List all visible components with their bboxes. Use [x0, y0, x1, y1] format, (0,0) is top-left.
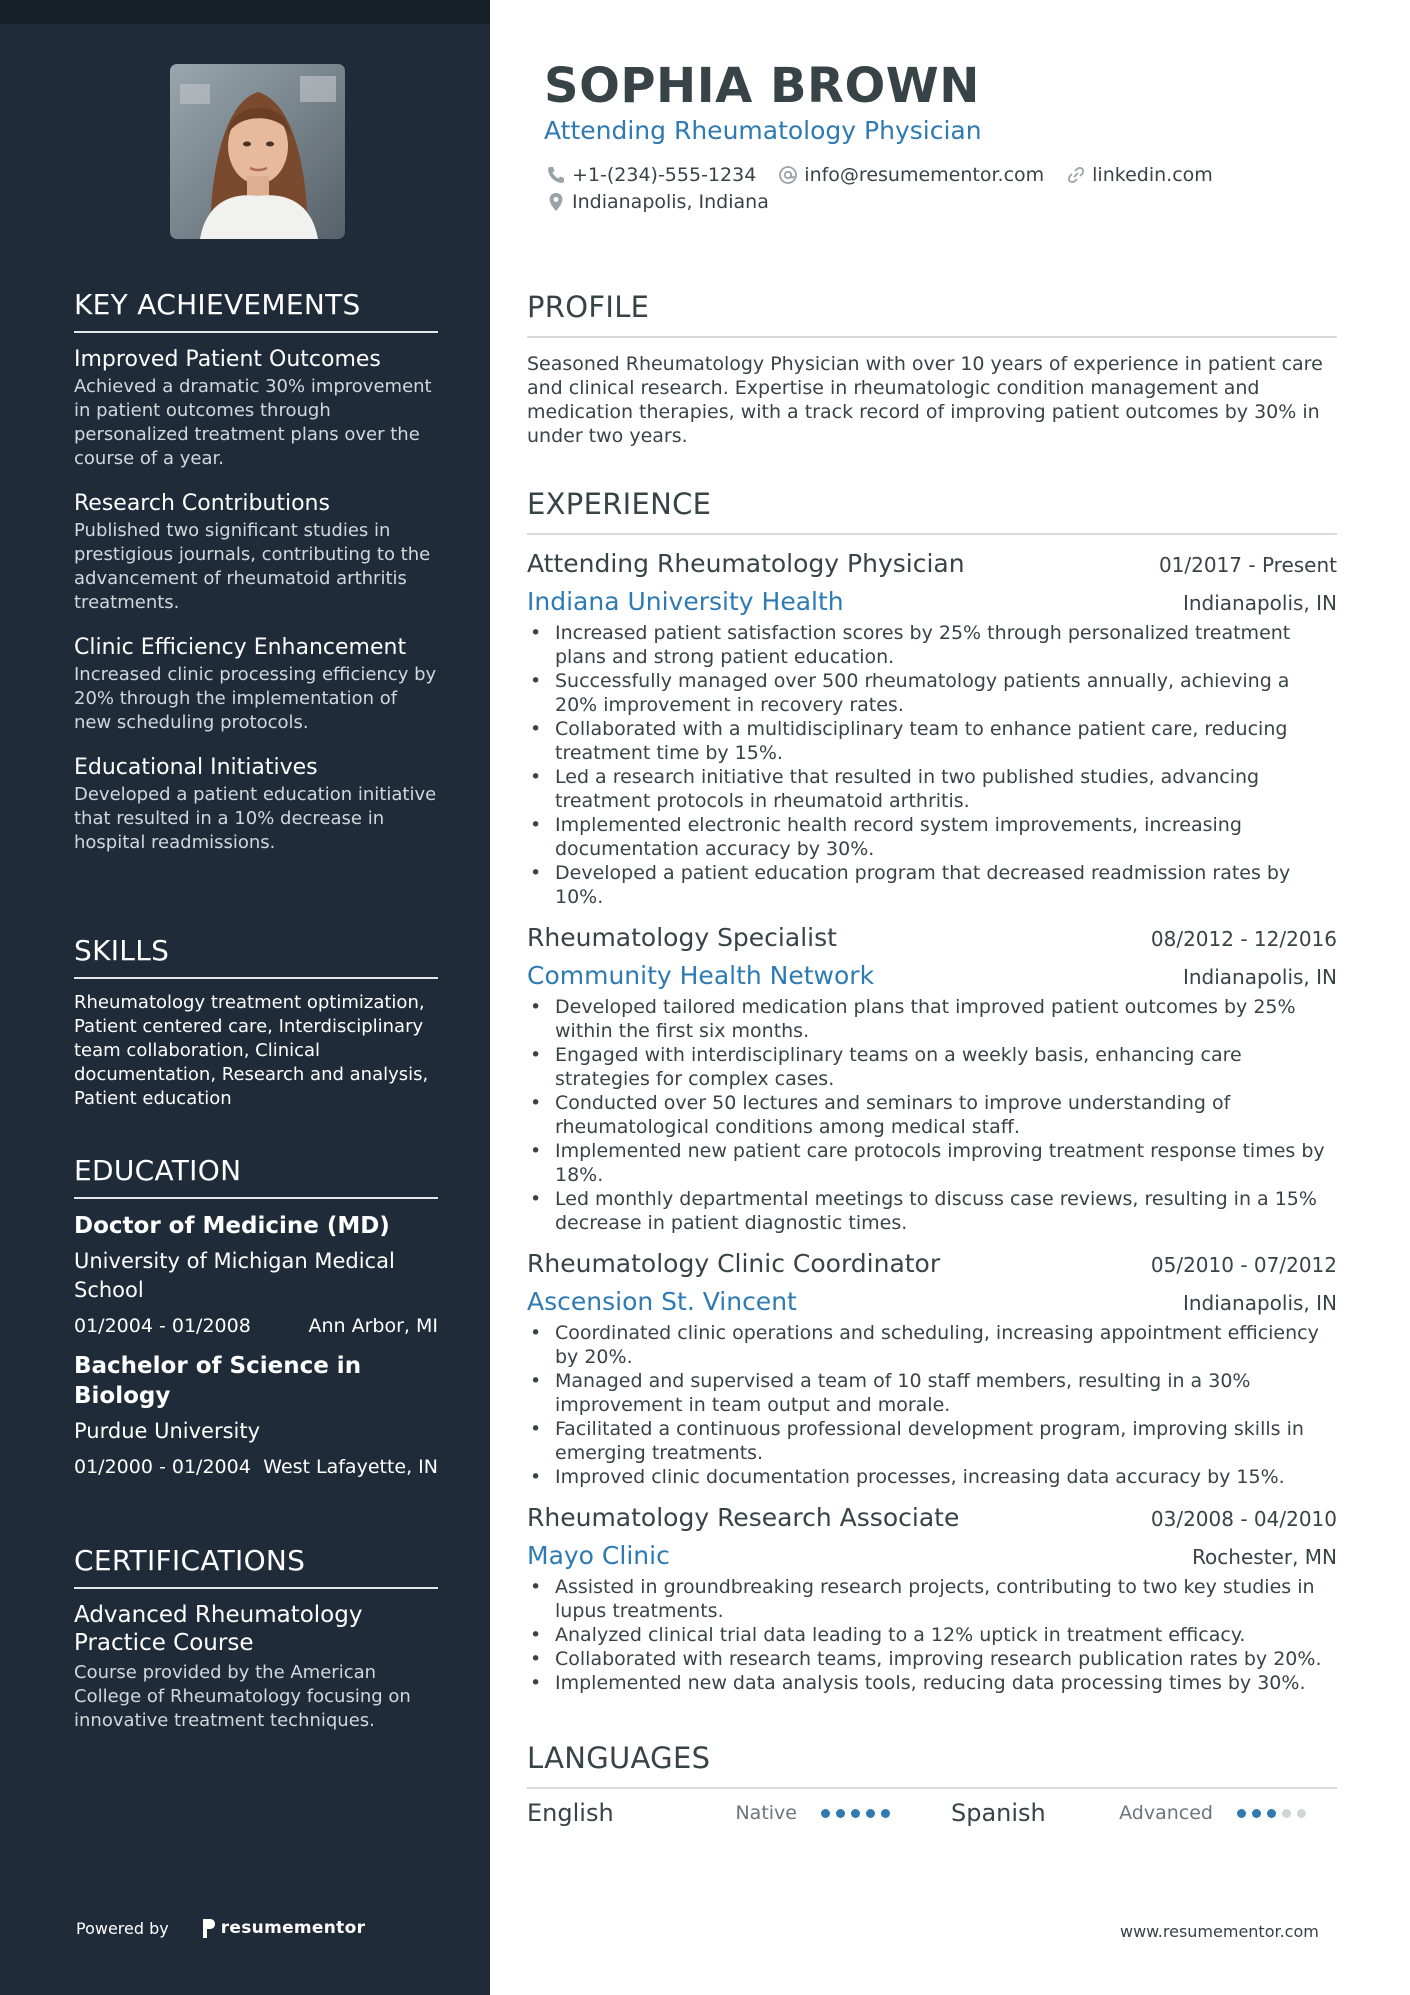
- location-text: Indianapolis, Indiana: [572, 191, 769, 213]
- achievement-item: [74, 633, 438, 735]
- linkedin-text: linkedin.com: [1092, 164, 1213, 186]
- achievement-desc: Published two significant studies in prestigious journals, contributing to the advancement of rheumatoid arthritis treatments.: [74, 520, 431, 613]
- skills-list: Rheumatology treatment optimization, Patient centered care, Interdisciplinary team collaboration, Clinical documentation, Research and analysis, Patient education: [74, 992, 429, 1109]
- job-title: Rheumatology Clinic Coordinator: [527, 1249, 941, 1278]
- certification-desc: Course provided by the American College of Rheumatology focusing on innovative treatment techniques.: [74, 1662, 411, 1731]
- job-bullet: • Developed a patient education program that decreased readmission rates by 10%.: [527, 861, 1337, 909]
- rating-dot-filled: [851, 1809, 860, 1818]
- languages-section: [527, 1741, 1337, 1833]
- location-pin-icon: [546, 192, 566, 212]
- job-title: Rheumatology Research Associate: [527, 1503, 960, 1532]
- certification-item: [74, 1601, 438, 1733]
- rating-dot-filled: [1237, 1809, 1246, 1818]
- job-bullet: • Coordinated clinic operations and scheduling, increasing appointment efficiency by 20%.: [527, 1321, 1337, 1369]
- achievement-item: [74, 489, 438, 615]
- education-dates: 01/2000 - 01/2004: [74, 1456, 251, 1478]
- profile-heading: PROFILE: [527, 290, 1337, 338]
- experience-heading: EXPERIENCE: [527, 487, 1337, 535]
- achievements-section: [74, 288, 438, 873]
- phone-text: +1-(234)-555-1234: [572, 164, 757, 186]
- job-bullet: • Engaged with interdisciplinary teams on a weekly basis, enhancing care strategies for complex cases.: [527, 1043, 1337, 1091]
- job-bullet: • Successfully managed over 500 rheumatology patients annually, achieving a 20% improvement in recovery rates.: [527, 669, 1337, 717]
- job-bullet: • Led monthly departmental meetings to discuss case reviews, resulting in a 15% decrease in patient diagnostic times.: [527, 1187, 1337, 1235]
- language-level: Advanced: [1119, 1802, 1213, 1824]
- sidebar: [0, 0, 490, 1995]
- job-entry: [527, 923, 1337, 1235]
- achievement-title: Clinic Efficiency Enhancement: [74, 635, 407, 660]
- powered-by: [76, 1918, 365, 1938]
- language-name: English: [527, 1799, 614, 1827]
- education-school: Purdue University: [74, 1419, 261, 1443]
- job-bullets: [527, 995, 1337, 1235]
- language-level: Native: [735, 1802, 797, 1824]
- profile-summary: Seasoned Rheumatology Physician with over 10 years of experience in patient care and clinical research. Expertise in rheumatologic condition management and medication therapies, with a track record of improving patient outcomes by 30% in under two years.: [527, 353, 1323, 447]
- profile-photo-illustration: [170, 64, 345, 239]
- email-text: info@resumementor.com: [804, 164, 1045, 186]
- job-location: Indianapolis, IN: [1182, 965, 1337, 989]
- education-item: [74, 1211, 438, 1337]
- job-bullet: • Analyzed clinical trial data leading to a 12% uptick in treatment efficacy.: [527, 1623, 1337, 1647]
- phone-icon: [546, 165, 566, 185]
- job-bullet: • Collaborated with a multidisciplinary team to enhance patient care, reducing treatment time by 15%.: [527, 717, 1337, 765]
- powered-by-label: Powered by: [76, 1918, 169, 1938]
- location-row: [546, 191, 791, 213]
- job-company: Community Health Network: [527, 961, 875, 990]
- education-item: [74, 1351, 438, 1478]
- footer-url[interactable]: www.resumementor.com: [1120, 1922, 1319, 1941]
- job-entry: [527, 1503, 1337, 1695]
- skills-heading: SKILLS: [74, 934, 438, 979]
- job-dates: 05/2010 - 07/2012: [1150, 1253, 1337, 1277]
- job-bullet: • Assisted in groundbreaking research projects, contributing to two key studies in lupus treatments.: [527, 1575, 1337, 1623]
- education-location: West Lafayette, IN: [263, 1456, 438, 1478]
- education-degree: Doctor of Medicine (MD): [74, 1213, 390, 1239]
- certifications-heading: CERTIFICATIONS: [74, 1544, 438, 1589]
- education-school: University of Michigan Medical School: [74, 1249, 395, 1302]
- job-title: Rheumatology Specialist: [527, 923, 837, 952]
- rating-dot-filled: [1267, 1809, 1276, 1818]
- achievement-item: [74, 753, 438, 855]
- rating-dot-filled: [1252, 1809, 1261, 1818]
- contact-email[interactable]: [778, 164, 1044, 186]
- job-bullet: • Collaborated with research teams, improving research publication rates by 20%.: [527, 1647, 1337, 1671]
- job-bullet: • Implemented new patient care protocols improving treatment response times by 18%.: [527, 1139, 1337, 1187]
- rating-dot-filled: [836, 1809, 845, 1818]
- job-company: Mayo Clinic: [527, 1541, 670, 1570]
- language-rating: [821, 1809, 951, 1818]
- brand-mark-icon: [201, 1919, 215, 1938]
- education-heading: EDUCATION: [74, 1154, 438, 1199]
- rating-dot-empty: [1282, 1809, 1291, 1818]
- job-bullets: [527, 621, 1337, 909]
- certification-title: Advanced Rheumatology Practice Course: [74, 1602, 363, 1656]
- achievement-desc: Increased clinic processing efficiency by 20% through the implementation of new scheduling protocols.: [74, 664, 437, 733]
- education-location: Ann Arbor, MI: [308, 1315, 438, 1337]
- job-location: Rochester, MN: [1192, 1545, 1337, 1569]
- link-icon: [1066, 165, 1086, 185]
- rating-dot-empty: [1297, 1809, 1306, 1818]
- job-entry: [527, 1249, 1337, 1489]
- sidebar-top-strip: [0, 0, 490, 24]
- profile-photo: [170, 64, 345, 239]
- contact-phone[interactable]: [546, 164, 756, 186]
- job-location: Indianapolis, IN: [1182, 1291, 1337, 1315]
- rating-dot-filled: [821, 1809, 830, 1818]
- job-bullet: • Facilitated a continuous professional development program, improving skills in emerging treatments.: [527, 1417, 1337, 1465]
- achievement-desc: Achieved a dramatic 30% improvement in patient outcomes through personalized treatment plans over the course of a year.: [74, 376, 432, 469]
- education-degree: Bachelor of Science in Biology: [74, 1353, 362, 1409]
- job-dates: 03/2008 - 04/2010: [1150, 1507, 1337, 1531]
- job-bullets: [527, 1575, 1337, 1695]
- achievement-title: Educational Initiatives: [74, 755, 318, 780]
- at-icon: [778, 165, 798, 185]
- job-entry: [527, 549, 1337, 909]
- job-bullet: • Managed and supervised a team of 10 staff members, resulting in a 30% improvement in team output and morale.: [527, 1369, 1337, 1417]
- language-name: Spanish: [951, 1799, 1046, 1827]
- experience-section: [527, 487, 1337, 1709]
- candidate-name: SOPHIA BROWN: [544, 58, 980, 114]
- certifications-section: [74, 1544, 438, 1733]
- contact-row: [546, 164, 1235, 186]
- job-company: Ascension St. Vincent: [527, 1287, 797, 1316]
- job-bullet: • Improved clinic documentation processes, increasing data accuracy by 15%.: [527, 1465, 1337, 1489]
- languages-row: [527, 1793, 1337, 1833]
- achievement-title: Improved Patient Outcomes: [74, 347, 381, 372]
- job-bullet: • Implemented new data analysis tools, reducing data processing times by 30%.: [527, 1671, 1337, 1695]
- job-bullet: • Implemented electronic health record system improvements, increasing documentation accuracy by 30%.: [527, 813, 1337, 861]
- rating-dot-filled: [866, 1809, 875, 1818]
- job-bullets: [527, 1321, 1337, 1489]
- skills-section: [74, 934, 438, 1111]
- job-bullet: • Developed tailored medication plans that improved patient outcomes by 25% within the first six months.: [527, 995, 1337, 1043]
- contact-linkedin[interactable]: [1066, 164, 1213, 186]
- education-section: [74, 1154, 438, 1492]
- achievement-title: Research Contributions: [74, 491, 330, 516]
- job-location: Indianapolis, IN: [1182, 591, 1337, 615]
- achievement-item: [74, 345, 438, 471]
- job-dates: 08/2012 - 12/2016: [1150, 927, 1337, 951]
- brand-logo[interactable]: [201, 1918, 366, 1938]
- job-bullet: • Led a research initiative that resulted in two published studies, advancing treatment protocols in rheumatoid arthritis.: [527, 765, 1337, 813]
- job-bullet: • Conducted over 50 lectures and seminars to improve understanding of rheumatological conditions among medical staff.: [527, 1091, 1337, 1139]
- job-company: Indiana University Health: [527, 587, 844, 616]
- job-title: Attending Rheumatology Physician: [527, 549, 965, 578]
- contact-location: [546, 191, 769, 213]
- achievements-heading: KEY ACHIEVEMENTS: [74, 288, 438, 333]
- profile-section: [527, 290, 1337, 448]
- languages-heading: LANGUAGES: [527, 1741, 1337, 1789]
- rating-dot-filled: [881, 1809, 890, 1818]
- job-dates: 01/2017 - Present: [1158, 553, 1337, 577]
- brand-name: resumementor: [220, 1918, 366, 1938]
- education-dates: 01/2004 - 01/2008: [74, 1315, 251, 1337]
- job-bullet: • Increased patient satisfaction scores by 25% through personalized treatment plans and strong patient education.: [527, 621, 1337, 669]
- language-rating: [1237, 1809, 1337, 1818]
- jobs-list: [527, 549, 1337, 1695]
- achievement-desc: Developed a patient education initiative that resulted in a 10% decrease in hospital readmissions.: [74, 784, 437, 853]
- candidate-title: Attending Rheumatology Physician: [544, 116, 982, 145]
